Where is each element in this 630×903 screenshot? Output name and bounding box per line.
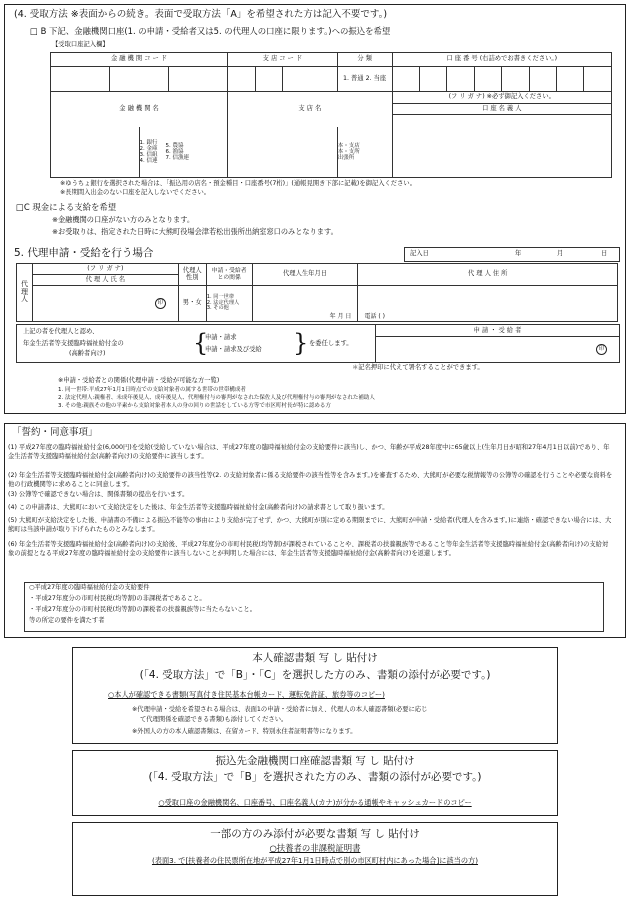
pledge-sub-4: 等の所定の要件を満たす者 (29, 617, 105, 624)
pledge-item-2: (2) 年金生活者等支援臨時福祉給付金(高齢者向け)の支給要件の該当性等(2. の支給対象者に係る支給要件の該当性等を含みます。)を審査するため、大熊町が必要な税情報等の公簿等の確認を行うことや必要な資料を他の行政機関等に求めることに同意します。 (8, 472, 613, 488)
relation-item-3: 3. その他:親族その他の平素から支給対象者本人の身の回りの世話をしている方等で市区町村長が特に認める方 (58, 403, 331, 409)
branch-name-input[interactable] (228, 127, 338, 178)
account-digit-cell[interactable] (419, 66, 446, 91)
account-digit-cell[interactable] (529, 66, 556, 91)
hdr-account-number: 口 座 番 号 (右詰めでお書きください。) (392, 53, 611, 67)
agent-address-input[interactable]: 電話 ( ) (358, 286, 618, 322)
id-docs-note-3: ※外国人の方の本人確認書類は、在留カード、特別永住者証明書等になります。 (132, 728, 357, 735)
yucho-note: ※ゆうちょ銀行を選択された場合は、「振込用の店名・預金種目・口座番号(7桁)」(通帳見開き下部に記載)を御記入ください。 (60, 180, 416, 187)
account-holder-label: 口 座 名 義 人 (392, 103, 611, 115)
id-docs-subtitle: (「4. 受取方法」で「B」・「C」を選択した方のみ、書類の添付が必要です。) (139, 669, 491, 681)
branch-code-cell[interactable] (255, 66, 282, 91)
branch-name-label: 支 店 名 (228, 92, 392, 127)
section-4-title: (4. 受取方法 ※表面からの続き。表面で受取方法「A」を希望された方は記入不要です。) (14, 9, 388, 20)
branch-code-cell[interactable] (228, 66, 255, 91)
sign-note: ＊記名押印に代えて署名することができます。 (352, 364, 484, 371)
account-digit-cell[interactable] (474, 66, 501, 91)
bank-code-cell[interactable] (110, 66, 169, 91)
entry-date-label: 記入日 (410, 250, 429, 257)
bank-docs-line: ○受取口座の金融機関名、口座番号、口座名義人(カナ)が分かる通帳やキャッシュカードのコピー (158, 798, 472, 807)
agent-address-label: 代 理 人 住 所 (358, 264, 618, 286)
bank-docs-subtitle: (「4. 受取方法」で「B」を選択された方のみ、書類の添付が必要です。) (148, 771, 482, 783)
id-docs-note-2: て代理関係を確認できる書類)も添付してください。 (140, 716, 288, 723)
partial-docs-line-2: (表面3. で[扶養者の住民票所在地が平成27年1月1日時点で別の市区町村内にあった場合]に該当の方) (151, 856, 479, 865)
delegate-text-1: 上記の者を代理人と認め、 (23, 328, 99, 335)
bank-type-options[interactable] (139, 127, 228, 178)
pledge-item-4: (4) この申請書は、大熊町において支給決定をした後は、年金生活者等支援臨時福祉給付金(高齢者向け)の請求書として取り扱います。 (8, 504, 389, 511)
cash-note-2: ※お受取りは、指定された日時に大熊町役場会津若松出張所出納室窓口のみとなります。 (52, 227, 338, 236)
id-docs-title: 本人確認書類 写 し 貼付け (252, 652, 378, 664)
apply-option-2[interactable]: 申請・請求及び受給 (205, 346, 262, 353)
partial-docs-line-1: ○扶養者の非課税証明書 (269, 843, 361, 853)
agent-birth-input[interactable]: 年 月 日 (252, 286, 358, 322)
pledge-sub-1: ○平成27年度の臨時福祉給付金の支給要件 (29, 584, 150, 591)
delegation-box (16, 324, 620, 363)
applicant-input[interactable] (376, 336, 619, 362)
hdr-type: 分 類 (337, 53, 392, 67)
id-docs-line: ○本人が確認できる書類(写真付き住民基本台帳カード、運転免許証、旅券等のコピー) (108, 690, 385, 699)
bank-name-label: 金 融 機 関 名 (51, 92, 228, 127)
option-c-text[interactable]: □C 現金による支給を希望 (16, 202, 117, 212)
brace-right: } (293, 329, 309, 357)
delegate-text-3: (高齢者向け) (69, 350, 106, 357)
pledge-item-1: (1) 平成27年度の臨時福祉給付金(6,000円)を受給(受給していない場合は、平成27年度の臨時福祉給付金の支給要件に該当)し、かつ、年齢が平成28年度中に65歳以上(生年月日が昭和27年4月1日以前)であり、年金生活者等支援臨時福祉給付金(高齢者向け)の支給要件に該当します。 (8, 444, 610, 460)
dormant-note: ※長期間入出金のない口座を記入しないでください。 (60, 189, 211, 196)
bank-code-cell[interactable] (169, 66, 228, 91)
account-holder-input[interactable] (392, 115, 611, 178)
agent-birth-label: 代理人生年月日 (252, 264, 358, 286)
date-day: 日 (601, 250, 608, 257)
pledge-item-3: (3) 公簿等で確認できない場合は、関係書類の提出を行います。 (8, 491, 189, 498)
bank-types-b: 5. 農協 6. 漁協 7. 信漁連 (165, 142, 190, 161)
applicant-seal-mark: 印 (596, 344, 607, 355)
pledge-item-6: (6) 年金生活者等支援臨時福祉給付金(高齢者向け)の支給後、平成27年度分の市町村民税(均等割)が課税されていることや、課税者の扶養親族等であること等年金生活者等支援臨時福祉給付金(高齢者向け)の支給対象の前提となる平成27年度の臨時福祉給付金の支給要件に該当しないことが判明した場合には、年金生活者等支援臨時福祉給付金(高齢者向け)を返還します。 (8, 541, 609, 557)
id-docs-note-1: ※代理申請・受給を希望される場合は、表面1の申請・受給者に加え、代理人の本人確認書類(必要に応じ (132, 706, 428, 713)
delegate-text-2: 年金生活者等支援臨時福祉給付金の (23, 340, 124, 347)
pledge-sub-3: ・平成27年度分の市町村民税(均等割)の課税者の扶養親族等に当たらないこと。 (29, 606, 257, 613)
bank-code-cell[interactable] (51, 66, 110, 91)
relation-label: 申請・受給者 との関係 (206, 264, 252, 286)
account-type-options[interactable]: 1. 普通 2. 当座 (337, 66, 392, 91)
cash-note-1: ※金融機関の口座がない方のみとなります。 (52, 215, 195, 224)
branch-type-options[interactable]: 本・支店 本・支所 出張所 (337, 127, 392, 178)
account-digit-cell[interactable] (392, 66, 419, 91)
pledge-title: 「誓約・同意事項」 (12, 427, 98, 438)
apply-option-1[interactable]: 申請・請求 (205, 334, 237, 341)
entrust-text: を委任します。 (309, 340, 353, 347)
relation-list-title: ※申請・受給者との関係(代理申請・受給が可能な方一覧) (58, 377, 220, 384)
option-b-text[interactable]: □ B 下記、金融機関口座(1. の申請・受給者又は5. の代理人の口座に限ります。)への振込を希望 (30, 26, 391, 36)
date-year: 年 (515, 250, 522, 257)
pledge-sub-box (24, 582, 604, 632)
bank-types-a: 1. 銀行 2. 金庫 3. 信組 4. 信連 (139, 139, 158, 164)
agent-name-label: 代 理 人 氏 名 (32, 275, 178, 286)
applicant-box (375, 325, 619, 362)
agent-side-label: 代 理 人 (17, 264, 33, 322)
section-5-title: 5. 代理申請・受給を行う場合 (14, 247, 154, 259)
seal-mark: 印 (155, 298, 166, 309)
agent-furigana-label: (フ リ ガ ナ) (32, 264, 178, 275)
brace-left: { (193, 329, 209, 357)
agent-sex-options[interactable]: 男・女 (178, 286, 206, 322)
furigana-note: (フ リ ガ ナ) ※必ず御記入ください。 (392, 92, 611, 104)
bank-name-input[interactable] (51, 127, 140, 178)
agent-table (16, 263, 618, 322)
pledge-sub-2: ・平成27年度分の市町村民税(均等割)の非課税者であること。 (29, 595, 206, 602)
entry-date-field[interactable] (404, 247, 620, 262)
account-digit-cell[interactable] (447, 66, 474, 91)
hdr-branch-code: 支 店 コ ー ド (228, 53, 338, 67)
pledge-item-5: (5) 大熊町が支給決定をした後、申請書の不備による振込不能等の事由により支給が完了せず、かつ、大熊町が別に定める期限までに、大熊町が申請・受給者(代理人を含みます。)に連絡・確認できない場合には、大熊町は当該申請が取り下げられたものとみなします。 (8, 517, 612, 533)
account-digit-cell[interactable] (584, 66, 612, 91)
applicant-label: 申 請 ・ 受 給 者 (376, 325, 619, 337)
bank-entry-label: 【受取口座記入欄】 (52, 41, 109, 48)
partial-docs-title: 一部の方のみ添付が必要な書類 写 し 貼付け (210, 828, 420, 840)
relation-item-2: 2. 法定代理人:親権者、未成年後見人、成年後見人、代理権付与の審判がなされた保佐人及び代理権付与の審判がなされた補助人 (58, 395, 375, 401)
hdr-bank-code: 金 融 機 関 コ ー ド (51, 53, 228, 67)
agent-name-input[interactable] (32, 286, 178, 322)
agent-sex-label: 代理人 性別 (178, 264, 206, 286)
account-digit-cell[interactable] (502, 66, 529, 91)
branch-code-cell[interactable] (282, 66, 337, 91)
bank-account-table (50, 52, 612, 178)
date-month: 月 (557, 250, 564, 257)
account-digit-cell[interactable] (556, 66, 583, 91)
relation-options[interactable]: 1. 同一世帯 2. 法定代理人 3. その他 (206, 286, 252, 322)
bank-docs-title: 振込先金融機関口座確認書類 写 し 貼付け (215, 755, 415, 767)
relation-item-1: 1. 同一世帯:平成27年1月1日時点での支給対象者の属する世帯の世帯構成者 (58, 387, 246, 393)
